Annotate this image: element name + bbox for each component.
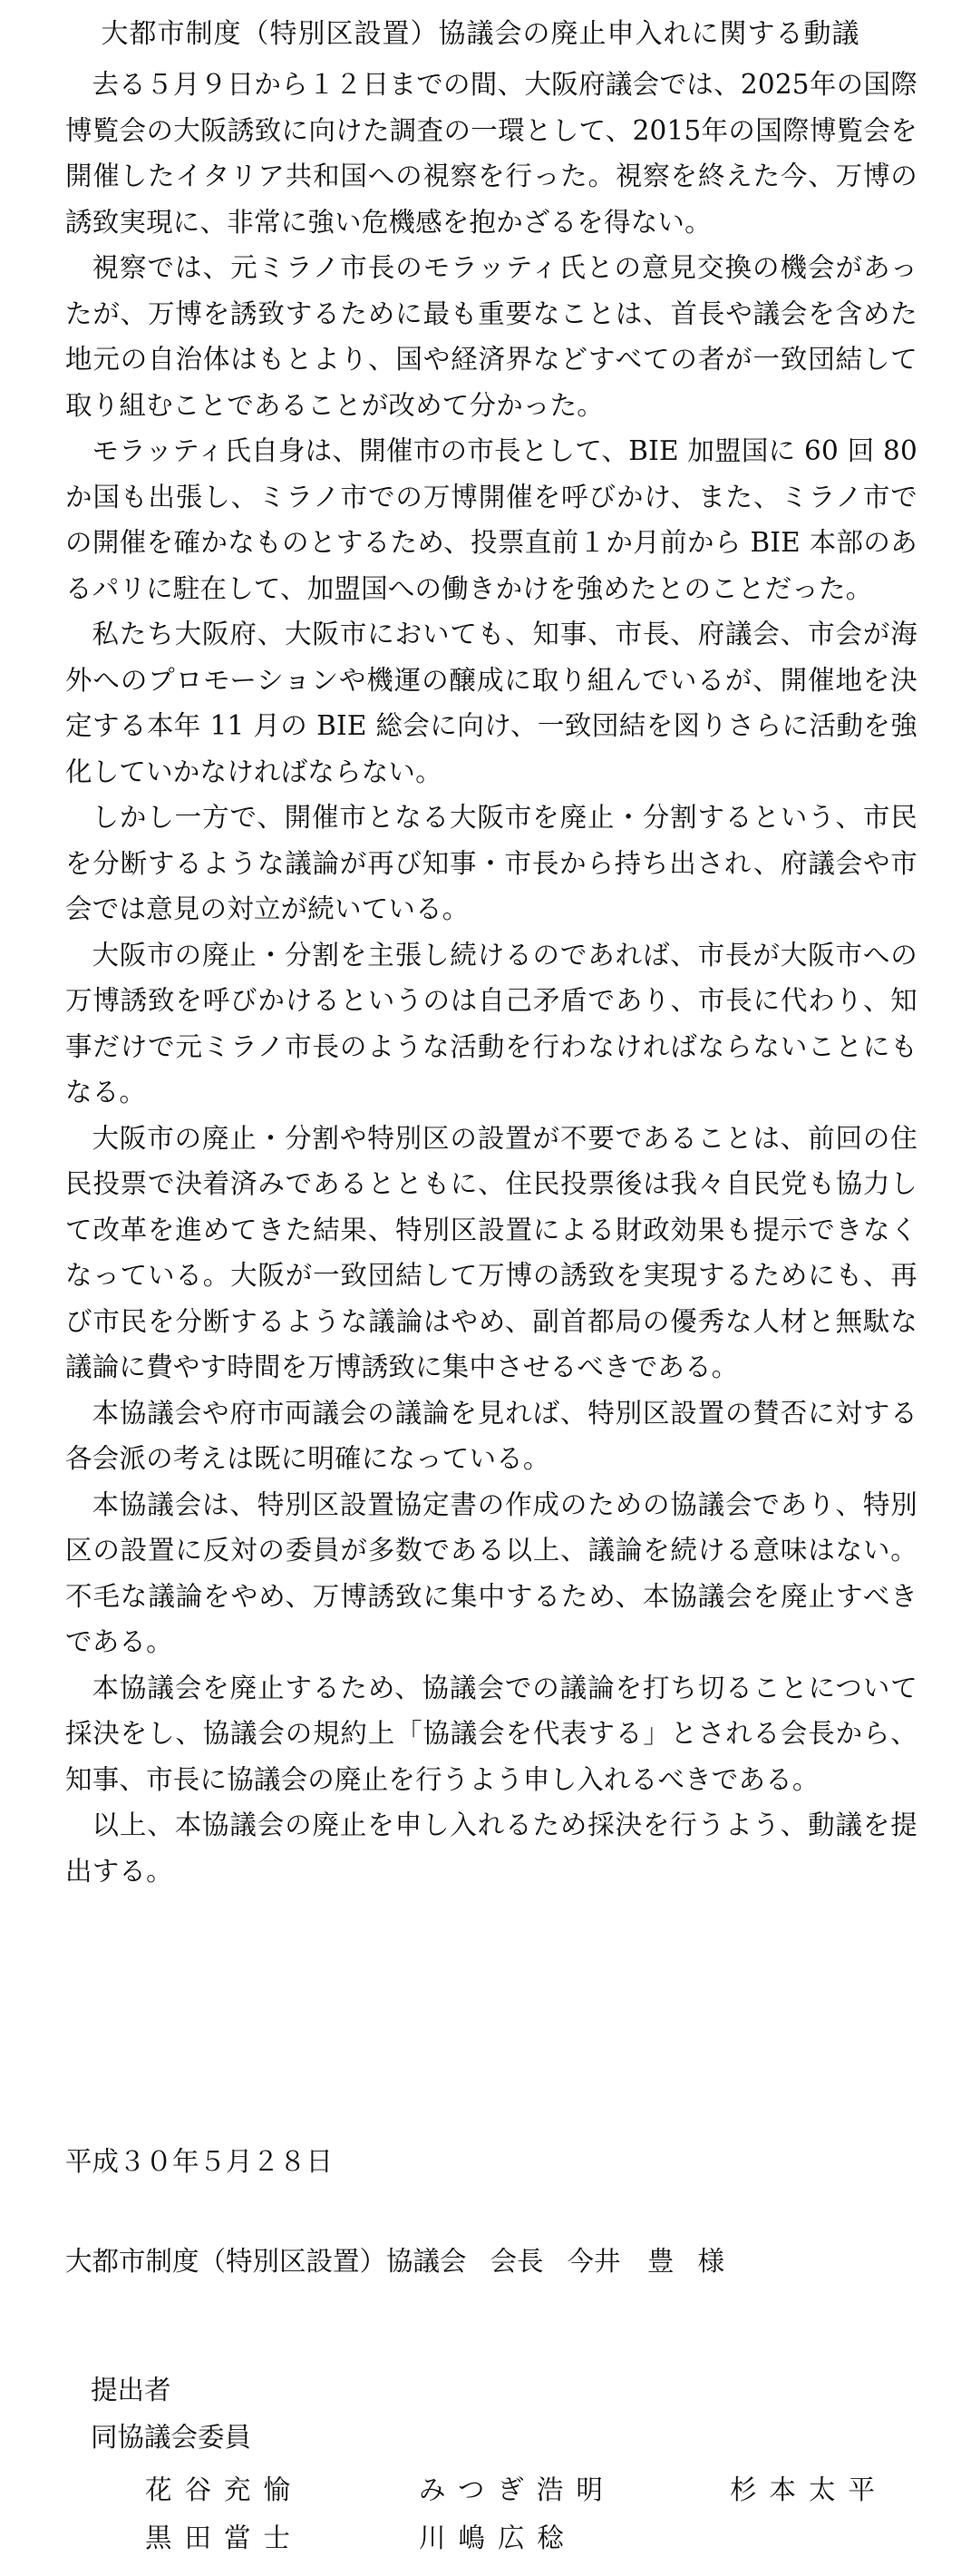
- paragraph: 大阪市の廃止・分割や特別区の設置が不要であることは、前回の住民投票で決着済みであるとともに、住民投票後は我々自民党も協力して改革を進めてきた結果、特別区設置による財政効果も提示できなくなっている。大阪が一致団結して万博の誘致を実現するためにも、再び市民を分断するような議論はやめ、副首都局の優秀な人材と無駄な議論に費やす時間を万博誘致に集中させるべきである。: [65, 1122, 917, 1382]
- addressee: [65, 2240, 748, 2278]
- member-name: 花谷充愉: [145, 2474, 304, 2505]
- paragraph: 去る５月９日から１２日までの間、大阪府議会では、2025年の国際博覧会の大阪誘致に向けた調査の一環として、2015年の国際博覧会を開催したイタリア共和国への視察を行った。視察を終えた今、万博の誘致実現に、非常に強い危機感を抱かざるを得ない。: [65, 69, 917, 238]
- paragraph: 本協議会や府市両議会の議論を見れば、特別区設置の賛否に対する各会派の考えは既に明確になっている。: [65, 1397, 917, 1474]
- paragraph: 大阪市の廃止・分割を主張し続けるのであれば、市長が大阪市への万博誘致を呼びかけるというのは自己矛盾であり、市長に代わり、知事だけで元ミラノ市長のような活動を行わなければならないことにもなる。: [65, 939, 917, 1107]
- committee-label: 同協議会委員: [91, 2422, 252, 2453]
- member-name: 黒田當士: [145, 2522, 304, 2553]
- addressee-name: 今井 豊: [567, 2246, 675, 2277]
- paragraph: 本協議会は、特別区設置協定書の作成のための協議会であり、特別区の設置に反対の委員が多数である以上、議論を続ける意味はない。不毛な議論をやめ、万博誘致に集中するため、本協議会を廃止すべきである。: [65, 1488, 917, 1657]
- addressee-honorific: 様: [697, 2246, 725, 2277]
- paragraph: しかし一方で、開催市となる大阪市を廃止・分割するという、市民を分断するような議論が再び知事・市長から持ち出され、府議会や市会では意見の対立が続いている。: [65, 802, 917, 924]
- member-name: みつぎ浩明: [419, 2474, 616, 2505]
- paragraph: 本協議会を廃止するため、協議会での議論を打ち切ることについて採決をし、協議会の規約上「協議会を代表する」とされる会長から、知事、市長に協議会の廃止を行うよう申し入れるべきである。: [65, 1672, 917, 1795]
- document-body: [65, 62, 917, 1894]
- member-name: 川嶋広稔: [419, 2522, 578, 2553]
- addressee-role: 会長: [490, 2246, 544, 2277]
- submitter-label: 提出者: [91, 2375, 171, 2405]
- document-title: 大都市制度（特別区設置）協議会の廃止申入れに関する動議: [101, 18, 860, 50]
- addressee-organization: 大都市制度（特別区設置）協議会: [65, 2246, 467, 2277]
- paragraph: モラッティ氏自身は、開催市の市長として、BIE 加盟国に 60 回 80 か国も出張し、ミラノ市での万博開催を呼びかけ、また、ミラノ市での開催を確かなものとするため、投票直前１か月前から BIE 本部のあるパリに駐在して、加盟国への働きかけを強めたとのことだった。: [65, 435, 917, 604]
- member-name: 杉本太平: [730, 2474, 888, 2505]
- paragraph: 私たち大阪府、大阪市においても、知事、市長、府議会、市会が海外へのプロモーションや機運の醸成に取り組んでいるが、開催地を決定する本年 11 月の BIE 総会に向け、一致団結を図りさらに活動を強化していかなければならない。: [65, 619, 917, 787]
- paragraph: 以上、本協議会の廃止を申し入れるため採決を行うよう、動議を提出する。: [65, 1810, 917, 1887]
- paragraph: 視察では、元ミラノ市長のモラッティ氏との意見交換の機会があったが、万博を誘致するために最も重要なことは、首長や議会を含めた地元の自治体はもとより、国や経済界などすべての者が一致団結して取り組むことであることが改めて分かった。: [65, 252, 917, 421]
- document-date: 平成３０年５月２８日: [65, 2146, 334, 2177]
